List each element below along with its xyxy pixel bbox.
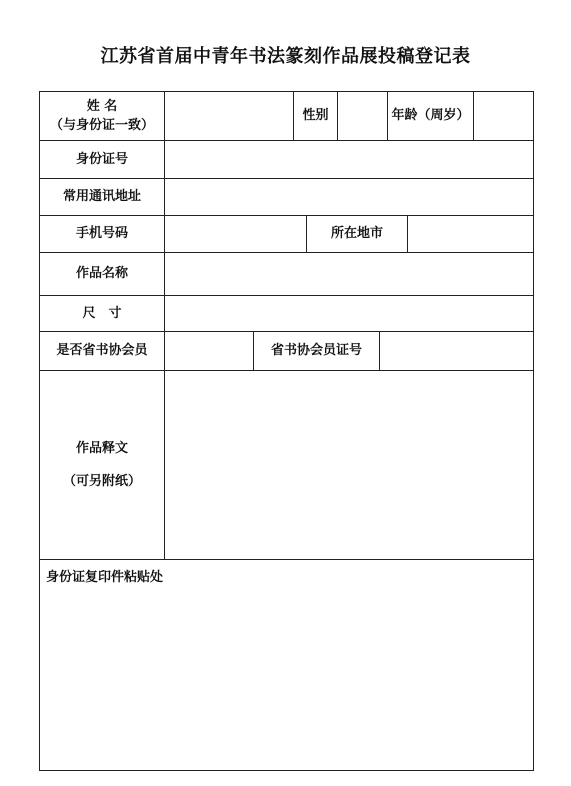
transcription-note: （可另附纸） xyxy=(62,474,141,489)
address-field[interactable] xyxy=(164,178,534,216)
address-label: 常用通讯地址 xyxy=(39,178,165,216)
form-title: 江苏省首届中青年书法篆刻作品展投稿登记表 xyxy=(100,46,471,67)
gender-field[interactable] xyxy=(337,91,388,141)
member-id-field[interactable] xyxy=(379,331,534,371)
size-field[interactable] xyxy=(164,295,534,332)
member-label: 是否省书协会员 xyxy=(39,331,165,371)
city-label: 所在地市 xyxy=(306,215,408,253)
transcription-label-cell xyxy=(39,370,165,560)
transcription-label: 作品释文 xyxy=(75,440,128,456)
transcription-field[interactable] xyxy=(164,370,534,560)
member-field[interactable] xyxy=(164,331,254,371)
name-label-cell xyxy=(39,91,165,141)
work-title-field[interactable] xyxy=(164,252,534,296)
phone-label: 手机号码 xyxy=(39,215,165,253)
age-field[interactable] xyxy=(473,91,534,141)
size-label: 尺 寸 xyxy=(39,295,165,332)
work-title-label: 作品名称 xyxy=(39,252,165,296)
id-copy-area[interactable] xyxy=(39,559,534,771)
phone-field[interactable] xyxy=(164,215,307,253)
gender-label: 性别 xyxy=(293,91,338,141)
name-field[interactable] xyxy=(164,91,294,141)
id-copy-label: 身份证复印件粘贴处 xyxy=(46,570,164,585)
city-field[interactable] xyxy=(407,215,534,253)
member-id-label: 省书协会员证号 xyxy=(253,331,380,371)
name-label: 姓 名 xyxy=(86,98,118,114)
name-note: （与身份证一致） xyxy=(49,118,154,133)
id-field[interactable] xyxy=(164,140,534,179)
id-label: 身份证号 xyxy=(39,140,165,179)
age-label: 年龄（周岁） xyxy=(387,91,474,141)
